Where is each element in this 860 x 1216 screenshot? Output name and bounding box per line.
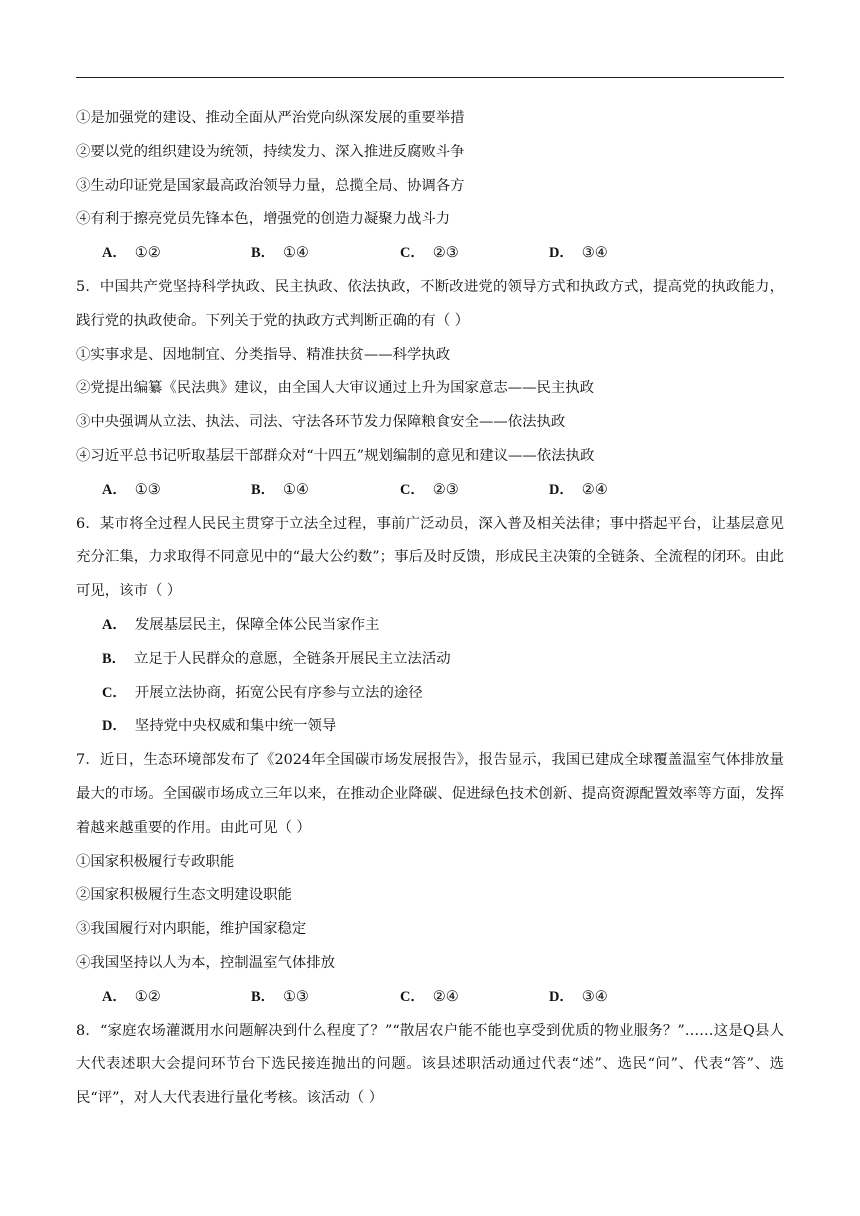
option-letter: C． — [102, 684, 127, 701]
option-d[interactable] — [549, 981, 698, 1015]
option-text: ②③ — [432, 245, 459, 262]
question-7-items — [76, 846, 784, 981]
question-6-stem: 6．某市将全过程人民民主贯穿于立法全过程，事前广泛动员，深入普及相关法律；事中搭起平台，让基层意见充分汇集，力求取得不同意见中的“最大公约数”；事后及时反馈，形成民主决策的全链条、全流程的闭环。由此可见，该市（ ） — [76, 515, 784, 600]
option-text: ①④ — [283, 245, 309, 262]
option-c[interactable] — [400, 474, 549, 508]
choice-a[interactable] — [76, 609, 784, 643]
question-4-options — [76, 237, 784, 271]
statement-4: ④习近平总书记听取基层干部群众对“十四五”规划编制的意见和建议——依法执政 — [76, 447, 595, 464]
option-letter: C． — [400, 988, 425, 1005]
statement-4: ④我国坚持以人为本，控制温室气体排放 — [76, 954, 336, 971]
option-letter: B． — [251, 245, 275, 262]
option-letter: D． — [549, 988, 574, 1005]
option-b[interactable] — [251, 237, 400, 271]
question-5-items — [76, 339, 784, 474]
option-text: ③④ — [581, 988, 608, 1005]
statement-1: ①实事求是、因地制宜、分类指导、精准扶贫——科学执政 — [76, 346, 451, 363]
choice-b[interactable] — [76, 643, 784, 677]
question-8-stem: 8．“家庭农场灌溉用水问题解决到什么程度了？”“散居农户能不能也享受到优质的物业服务？”……这是Q县人大代表述职大会提问环节台下选民接连抛出的问题。该县述职活动通过代表“述”、选民“问”、代表“答”、选民“评”，对人大代表进行量化考核。该活动（ ） — [76, 1022, 784, 1107]
statement-4: ④有利于擦亮党员先锋本色，增强党的创造力凝聚力战斗力 — [76, 211, 451, 228]
option-a[interactable] — [102, 474, 251, 508]
option-c[interactable] — [400, 981, 549, 1015]
option-text: ①② — [134, 988, 161, 1005]
header-rule — [76, 77, 784, 78]
option-b[interactable] — [251, 981, 400, 1015]
question-7-options — [76, 981, 784, 1015]
option-letter: C． — [400, 245, 425, 262]
choice-c[interactable] — [76, 677, 784, 711]
option-text: ③④ — [581, 245, 608, 262]
option-letter: D． — [102, 718, 127, 735]
option-b[interactable] — [251, 474, 400, 508]
option-d[interactable] — [549, 237, 698, 271]
option-letter: B． — [102, 650, 126, 667]
option-text: 立足于人民群众的意愿，全链条开展民主立法活动 — [134, 650, 451, 667]
option-text: 发展基层民主，保障全体公民当家作主 — [134, 616, 380, 633]
page-content — [76, 102, 784, 1116]
question-5-stem: 5．中国共产党坚持科学执政、民主执政、依法执政，不断改进党的领导方式和执政方式，提高党的执政能力，践行党的执政使命。下列关于党的执政方式判断正确的有（ ） — [76, 278, 784, 329]
option-text: ②③ — [432, 481, 459, 498]
option-letter: B． — [251, 988, 275, 1005]
statement-3: ③我国履行对内职能，维护国家稳定 — [76, 921, 307, 938]
option-text: ①③ — [134, 481, 161, 498]
question-4-items — [76, 102, 784, 237]
option-letter: A． — [102, 988, 127, 1005]
choice-d[interactable] — [76, 710, 784, 744]
option-text: ①② — [134, 245, 161, 262]
option-a[interactable] — [102, 237, 251, 271]
option-c[interactable] — [400, 237, 549, 271]
statement-2: ②要以党的组织建设为统领，持续发力、深入推进反腐败斗争 — [76, 143, 465, 160]
question-5-options — [76, 474, 784, 508]
option-text: ②④ — [432, 988, 459, 1005]
option-text: ①④ — [283, 481, 309, 498]
statement-3: ③生动印证党是国家最高政治领导力量，总揽全局、协调各方 — [76, 177, 465, 194]
option-text: 坚持党中央权威和集中统一领导 — [134, 718, 337, 735]
option-letter: D． — [549, 481, 574, 498]
statement-3: ③中央强调从立法、执法、司法、守法各环节发力保障粮食安全——依法执政 — [76, 414, 566, 431]
statement-1: ①国家积极履行专政职能 — [76, 853, 235, 870]
option-letter: A． — [102, 245, 127, 262]
option-letter: B． — [251, 481, 275, 498]
statement-1: ①是加强党的建设、推动全面从严治党向纵深发展的重要举措 — [76, 110, 465, 126]
option-letter: D． — [549, 245, 574, 262]
option-a[interactable] — [102, 981, 251, 1015]
option-letter: A． — [102, 481, 127, 498]
option-text: 开展立法协商，拓宽公民有序参与立法的途径 — [134, 684, 423, 701]
option-letter: C． — [400, 481, 425, 498]
question-7-stem: 7．近日，生态环境部发布了《2024年全国碳市场发展报告》，报告显示，我国已建成全球覆盖温室气体排放量最大的市场。全国碳市场成立三年以来，在推动企业降碳、促进绿色技术创新、提高资源配置效率等方面，发挥着越来越重要的作用。由此可见（ ） — [76, 752, 784, 836]
option-letter: A． — [102, 616, 127, 633]
statement-2: ②党提出编纂《民法典》建议，由全国人大审议通过上升为国家意志——民主执政 — [76, 380, 595, 397]
statement-2: ②国家积极履行生态文明建设职能 — [76, 887, 292, 904]
option-text: ①③ — [283, 988, 309, 1005]
option-d[interactable] — [549, 474, 698, 508]
option-text: ②④ — [581, 481, 608, 498]
